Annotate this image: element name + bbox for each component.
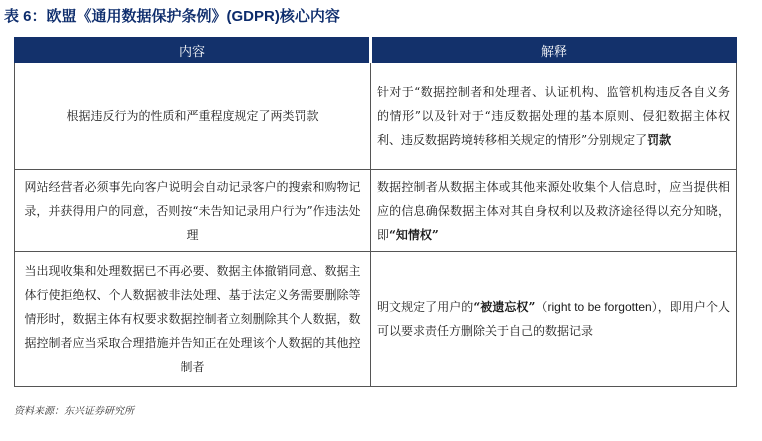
row-explanation: 明文规定了用户的“被遗忘权”（right to be forgotten），即用户个人可以要求责任方删除关于自己的数据记录 bbox=[371, 252, 737, 387]
table-header-row bbox=[15, 38, 737, 63]
header-content: 内容 bbox=[15, 38, 371, 63]
row-explanation: 针对于“数据控制者和处理者、认证机构、监管机构违反各自义务的情形”以及针对于“违反数据处理的基本原则、侵犯数据主体权利、违反数据跨境转移相关规定的情形”分别规定了罚款 bbox=[371, 63, 737, 170]
table-row bbox=[15, 252, 737, 387]
gdpr-table bbox=[14, 37, 737, 387]
row-content: 根据违反行为的性质和严重程度规定了两类罚款 bbox=[15, 63, 371, 170]
header-explanation: 解释 bbox=[371, 38, 737, 63]
source-note: 资料来源：东兴证券研究所 bbox=[14, 406, 134, 417]
row-content: 网站经营者必须事先向客户说明会自动记录客户的搜索和购物记录，并获得用户的同意，否则按“未告知记录用户行为”作违法处理 bbox=[15, 170, 371, 252]
table-row bbox=[15, 63, 737, 170]
row-content: 当出现收集和处理数据已不再必要、数据主体撤销同意、数据主体行使拒绝权、个人数据被非法处理、基于法定义务需要删除等情形时，数据主体有权要求数据控制者立刻删除其个人数据，数据控制者应当采取合理措施并告知正在处理该个人数据的其他控制者 bbox=[15, 252, 371, 387]
table-title: 表 6：欧盟《通用数据保护条例》(GDPR)核心内容 bbox=[4, 8, 340, 25]
table-row bbox=[15, 170, 737, 252]
row-explanation: 数据控制者从数据主体或其他来源处收集个人信息时，应当提供相应的信息确保数据主体对其自身权利以及救济途径得以充分知晓，即“知情权” bbox=[371, 170, 737, 252]
